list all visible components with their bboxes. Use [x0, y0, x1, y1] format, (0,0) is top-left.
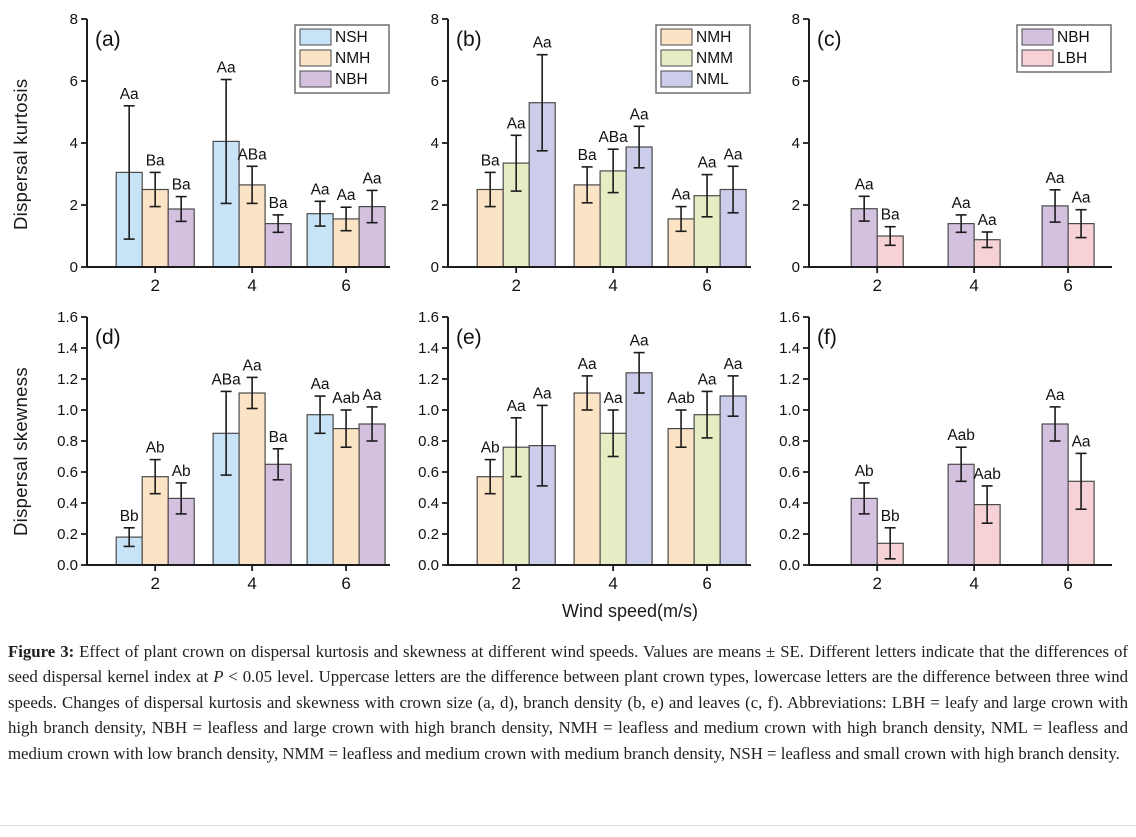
panel-label-b: (b) [456, 28, 482, 51]
y-axis-title-skewness: Dispersal skewness [10, 367, 31, 537]
y-tick-label: 6 [791, 73, 800, 90]
sig-letters-NMH-wind6: Aa [336, 187, 356, 205]
sig-letters-NBH-wind6: Aa [362, 386, 382, 404]
sig-letters-NMH-wind6: Aab [332, 390, 360, 407]
panel-d [42, 303, 395, 601]
sig-letters-NMH-wind6: Aa [671, 186, 691, 204]
y-tick-label: 1.0 [779, 402, 800, 419]
x-axis-title: Wind speed(m/s) [561, 601, 699, 621]
y-tick-label: 0.6 [418, 464, 439, 481]
sig-letters-NSH-wind6: Aa [310, 376, 330, 394]
y-tick-label: 8 [791, 11, 800, 28]
x-tick-label: 4 [969, 276, 979, 295]
y-tick-label: 4 [791, 135, 800, 152]
y-tick-label: 0.2 [57, 526, 78, 543]
x-tick-label: 4 [247, 574, 257, 593]
x-tick-label: 2 [872, 276, 882, 295]
sig-letters-NMM-wind6: Aa [697, 154, 717, 172]
y-tick-label: 0.8 [779, 433, 800, 450]
legend-swatch-NMH [300, 50, 331, 66]
sig-letters-NMH-wind4: Ba [577, 146, 597, 164]
kurtosis-panels [42, 5, 1125, 303]
bar-NML-wind4 [626, 373, 652, 565]
sig-letters-NMM-wind4: ABa [598, 129, 628, 147]
x-tick-label: 6 [702, 276, 712, 295]
sig-letters-NSH-wind2: Bb [119, 507, 139, 525]
sig-letters-NSH-wind4: Aa [216, 59, 236, 77]
sig-letters-NMM-wind4: Aa [603, 390, 623, 407]
x-tick-label: 2 [150, 276, 160, 295]
y-tick-label: 8 [430, 11, 439, 28]
y-tick-label: 1.2 [418, 371, 439, 388]
sig-letters-NML-wind4: Aa [629, 332, 649, 350]
y-tick-label: 1.4 [779, 340, 800, 357]
sig-letters-NBH-wind4: Aab [947, 427, 975, 445]
x-tick-label: 6 [341, 574, 351, 593]
x-tick-label: 4 [608, 276, 618, 295]
legend-swatch-NBH [1022, 29, 1053, 45]
legend-swatch-NMH [661, 29, 692, 45]
bar-NBH-wind6 [1042, 424, 1068, 565]
panel-e [403, 303, 756, 601]
sig-letters-NBH-wind2: Aa [854, 176, 874, 194]
y-tick-label: 0.4 [57, 495, 78, 512]
caption-figure-number: Figure 3: [8, 642, 75, 661]
bar-NML-wind6 [720, 396, 746, 565]
y-tick-label: 0.6 [57, 464, 78, 481]
legend-label-LBH: LBH [1057, 50, 1088, 67]
skewness-row [0, 303, 1136, 601]
panel-f [764, 303, 1117, 601]
sig-letters-NMM-wind6: Aa [697, 371, 717, 389]
y-tick-label: 0.0 [779, 557, 800, 574]
sig-letters-NMH-wind6: Aab [667, 390, 695, 407]
x-tick-label: 6 [702, 574, 712, 593]
x-tick-label: 2 [511, 276, 521, 295]
legend-swatch-NSH [300, 29, 331, 45]
bar-NSH-wind6 [307, 415, 333, 565]
sig-letters-NML-wind2: Aa [532, 34, 552, 52]
legend-label-NMH: NMH [335, 50, 371, 67]
sig-letters-NBH-wind6: Aa [1045, 169, 1065, 187]
legend-label-NML: NML [696, 71, 729, 88]
kurtosis-row [0, 0, 1136, 303]
sig-letters-NSH-wind4: ABa [211, 371, 241, 389]
x-tick-label: 2 [511, 574, 521, 593]
caption-text: Effect of plant crown on dispersal kurtosis and skewness at different wind speeds. Values are means ± SE. Different letters indicate that the differences of seed dispersal kernel index at [8, 642, 1128, 687]
sig-letters-NSH-wind6: Aa [310, 181, 330, 199]
y-tick-label: 1.2 [779, 371, 800, 388]
sig-letters-NMH-wind2: Ab [480, 439, 500, 457]
sig-letters-NML-wind6: Aa [723, 146, 743, 164]
sig-letters-NMH-wind4: Aa [242, 357, 262, 375]
y-tick-label: 0 [69, 259, 78, 276]
sig-letters-LBH-wind4: Aa [977, 212, 997, 229]
y-tick-label: 0.4 [418, 495, 439, 512]
x-tick-label: 2 [872, 574, 882, 593]
x-axis-title-row [0, 601, 1136, 628]
sig-letters-NBH-wind6: Aa [1045, 386, 1065, 404]
sig-letters-NMH-wind2: Ba [480, 152, 500, 170]
bar-NMH-wind6 [668, 429, 694, 565]
legend-label-NBH: NBH [335, 71, 368, 88]
y-tick-label: 0 [791, 259, 800, 276]
panel-label-c: (c) [817, 28, 842, 51]
sig-letters-NMH-wind4: Aa [577, 355, 597, 373]
bar-NBH-wind6 [359, 424, 385, 565]
y-tick-label: 1.0 [418, 402, 439, 419]
sig-letters-NML-wind2: Aa [532, 385, 552, 403]
sig-letters-NML-wind4: Aa [629, 106, 649, 124]
legend-swatch-NMM [661, 50, 692, 66]
panel-label-a: (a) [95, 28, 121, 51]
y-tick-label: 6 [430, 73, 439, 90]
y-tick-label: 1.4 [418, 340, 439, 357]
sig-letters-LBH-wind6: Aa [1071, 433, 1091, 451]
y-tick-label: 1.2 [57, 371, 78, 388]
sig-letters-NMH-wind4: ABa [237, 146, 267, 164]
y-tick-label: 0.0 [57, 557, 78, 574]
y-tick-label: 0.8 [57, 433, 78, 450]
legend-swatch-LBH [1022, 50, 1053, 66]
y-tick-label: 1.6 [418, 309, 439, 326]
x-tick-label: 4 [969, 574, 979, 593]
sig-letters-NML-wind6: Aa [723, 355, 743, 373]
bar-NMH-wind4 [574, 393, 600, 565]
legend-swatch-NBH [300, 71, 331, 87]
skewness-panels [42, 303, 1125, 601]
sig-letters-NBH-wind2: Ba [171, 176, 191, 194]
y-tick-label: 0 [430, 259, 439, 276]
sig-letters-NBH-wind2: Ab [171, 462, 191, 480]
y-axis-title-kurtosis: Dispersal kurtosis [10, 78, 31, 230]
legend-label-NSH: NSH [335, 29, 368, 46]
y-tick-label: 1.0 [57, 402, 78, 419]
bar-NMH-wind4 [239, 393, 265, 565]
y-tick-label: 4 [69, 135, 78, 152]
y-tick-label: 8 [69, 11, 78, 28]
bottom-divider [0, 825, 1136, 826]
panel-label-d: (d) [95, 326, 121, 349]
y-tick-label: 0.6 [779, 464, 800, 481]
sig-letters-NMH-wind2: Ba [145, 152, 165, 170]
x-tick-label: 4 [608, 574, 618, 593]
y-tick-label: 0.8 [418, 433, 439, 450]
sig-letters-NMM-wind2: Aa [506, 397, 526, 415]
y-tick-label: 2 [69, 197, 78, 214]
x-tick-label: 6 [341, 276, 351, 295]
sig-letters-NMH-wind2: Ab [145, 439, 165, 457]
legend-label-NBH: NBH [1057, 29, 1090, 46]
panel-a [42, 5, 395, 303]
y-tick-label: 0.2 [779, 526, 800, 543]
caption-text: < 0.05 level. Uppercase letters are the difference between plant crown types, lowercase letters are the difference between three wind speeds. Changes of dispersal kurtosis and skewness with crown size (a, d), branch density (b, e) and leaves (c, f). Abbreviations: LBH = leafy and large crown with high branch density, NBH = leafless and large crown with high branch density, NMH = leafless and medium crown with high branch density, NML = leafless and medium crown with low branch density, NMM = leafless and medium crown with medium branch density, NSH = leafless and small crown with high branch density. [8, 667, 1128, 763]
x-tick-label: 6 [1063, 276, 1073, 295]
panel-label-e: (e) [456, 326, 482, 349]
legend-label-NMM: NMM [696, 50, 734, 67]
x-tick-label: 6 [1063, 574, 1073, 593]
y-tick-label: 6 [69, 73, 78, 90]
sig-letters-NBH-wind4: Aa [951, 194, 971, 212]
bar-NMH-wind6 [333, 429, 359, 565]
sig-letters-LBH-wind6: Aa [1071, 189, 1091, 207]
panel-label-f: (f) [817, 326, 837, 349]
legend-swatch-NML [661, 71, 692, 87]
y-tick-label: 1.6 [779, 309, 800, 326]
y-tick-label: 0.2 [418, 526, 439, 543]
sig-letters-NSH-wind2: Aa [119, 85, 139, 103]
y-tick-label: 4 [430, 135, 439, 152]
y-tick-label: 2 [430, 197, 439, 214]
x-tick-label: 2 [150, 574, 160, 593]
y-tick-label: 1.6 [57, 309, 78, 326]
sig-letters-NBH-wind4: Ba [268, 428, 288, 446]
sig-letters-LBH-wind4: Aab [973, 465, 1001, 483]
x-tick-label: 4 [247, 276, 257, 295]
panel-c [764, 5, 1117, 303]
y-tick-label: 2 [791, 197, 800, 214]
y-tick-label: 0.0 [418, 557, 439, 574]
y-tick-label: 0.4 [779, 495, 800, 512]
sig-letters-NBH-wind4: Ba [268, 194, 288, 212]
sig-letters-LBH-wind2: Bb [880, 507, 900, 525]
caption-italic-p: P [213, 667, 224, 687]
y-tick-label: 1.4 [57, 340, 78, 357]
figure-caption [8, 639, 1128, 766]
sig-letters-LBH-wind2: Ba [880, 206, 900, 224]
sig-letters-NBH-wind6: Aa [362, 170, 382, 188]
sig-letters-NMM-wind2: Aa [506, 115, 526, 133]
panel-b [403, 5, 756, 303]
sig-letters-NBH-wind2: Ab [854, 462, 874, 480]
legend-label-NMH: NMH [696, 29, 732, 46]
